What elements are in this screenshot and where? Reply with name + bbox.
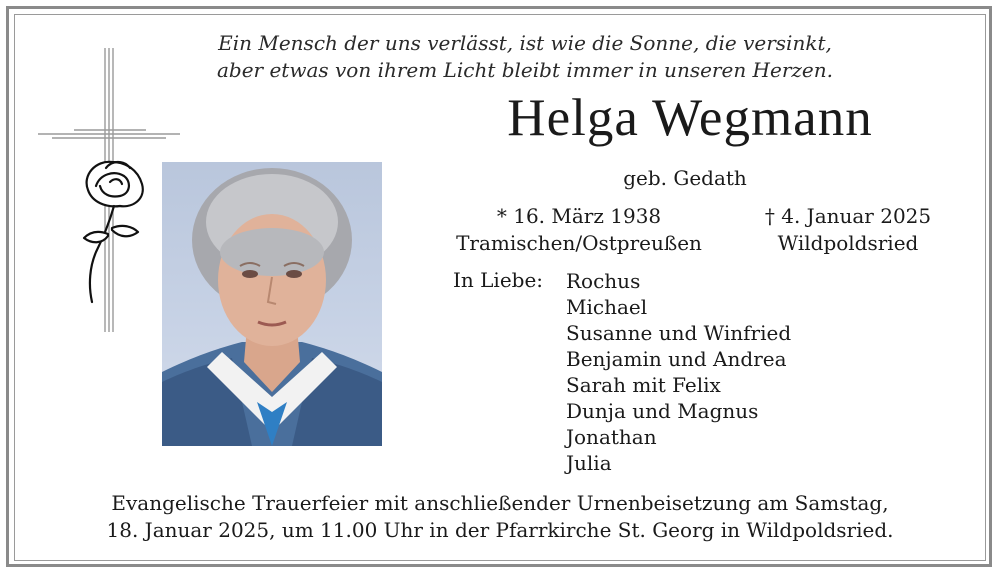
mourner-name: Benjamin und Andrea — [566, 347, 787, 371]
service-line-2: 18. Januar 2025, um 11.00 Uhr in der Pfarrkirche St. Georg in Wildpoldsried. — [106, 518, 894, 542]
mourner-name: Rochus — [566, 269, 641, 293]
memorial-quote — [200, 30, 850, 84]
mourner-name: Michael — [566, 295, 648, 319]
funeral-service-notice — [60, 490, 940, 544]
mourners-label: In Liebe: — [453, 268, 544, 292]
mourner-name: Julia — [566, 451, 612, 475]
mourner-name: Jonathan — [566, 425, 657, 449]
birth-place: Tramischen/Ostpreußen — [456, 231, 702, 255]
portrait-photo — [162, 162, 382, 446]
mourner-name: Dunja und Magnus — [566, 399, 759, 423]
maiden-name: geb. Gedath — [623, 166, 747, 190]
death-date: † 4. Januar 2025 — [764, 204, 932, 228]
service-line-1: Evangelische Trauerfeier mit anschließender Urnenbeisetzung am Samstag, — [111, 491, 889, 515]
death-info — [748, 203, 948, 257]
death-place: Wildpoldsried — [777, 231, 919, 255]
birth-date: * 16. März 1938 — [496, 204, 662, 228]
quote-line-2: aber etwas von ihrem Licht bleibt immer in unseren Herzen. — [216, 58, 834, 82]
birth-info — [440, 203, 718, 257]
mourner-name: Susanne und Winfried — [566, 321, 792, 345]
quote-line-1: Ein Mensch der uns verlässt, ist wie die Sonne, die versinkt, — [218, 31, 832, 55]
mourner-name: Sarah mit Felix — [566, 373, 721, 397]
deceased-name: Helga Wegmann — [507, 89, 873, 147]
mourners-list — [566, 268, 791, 476]
